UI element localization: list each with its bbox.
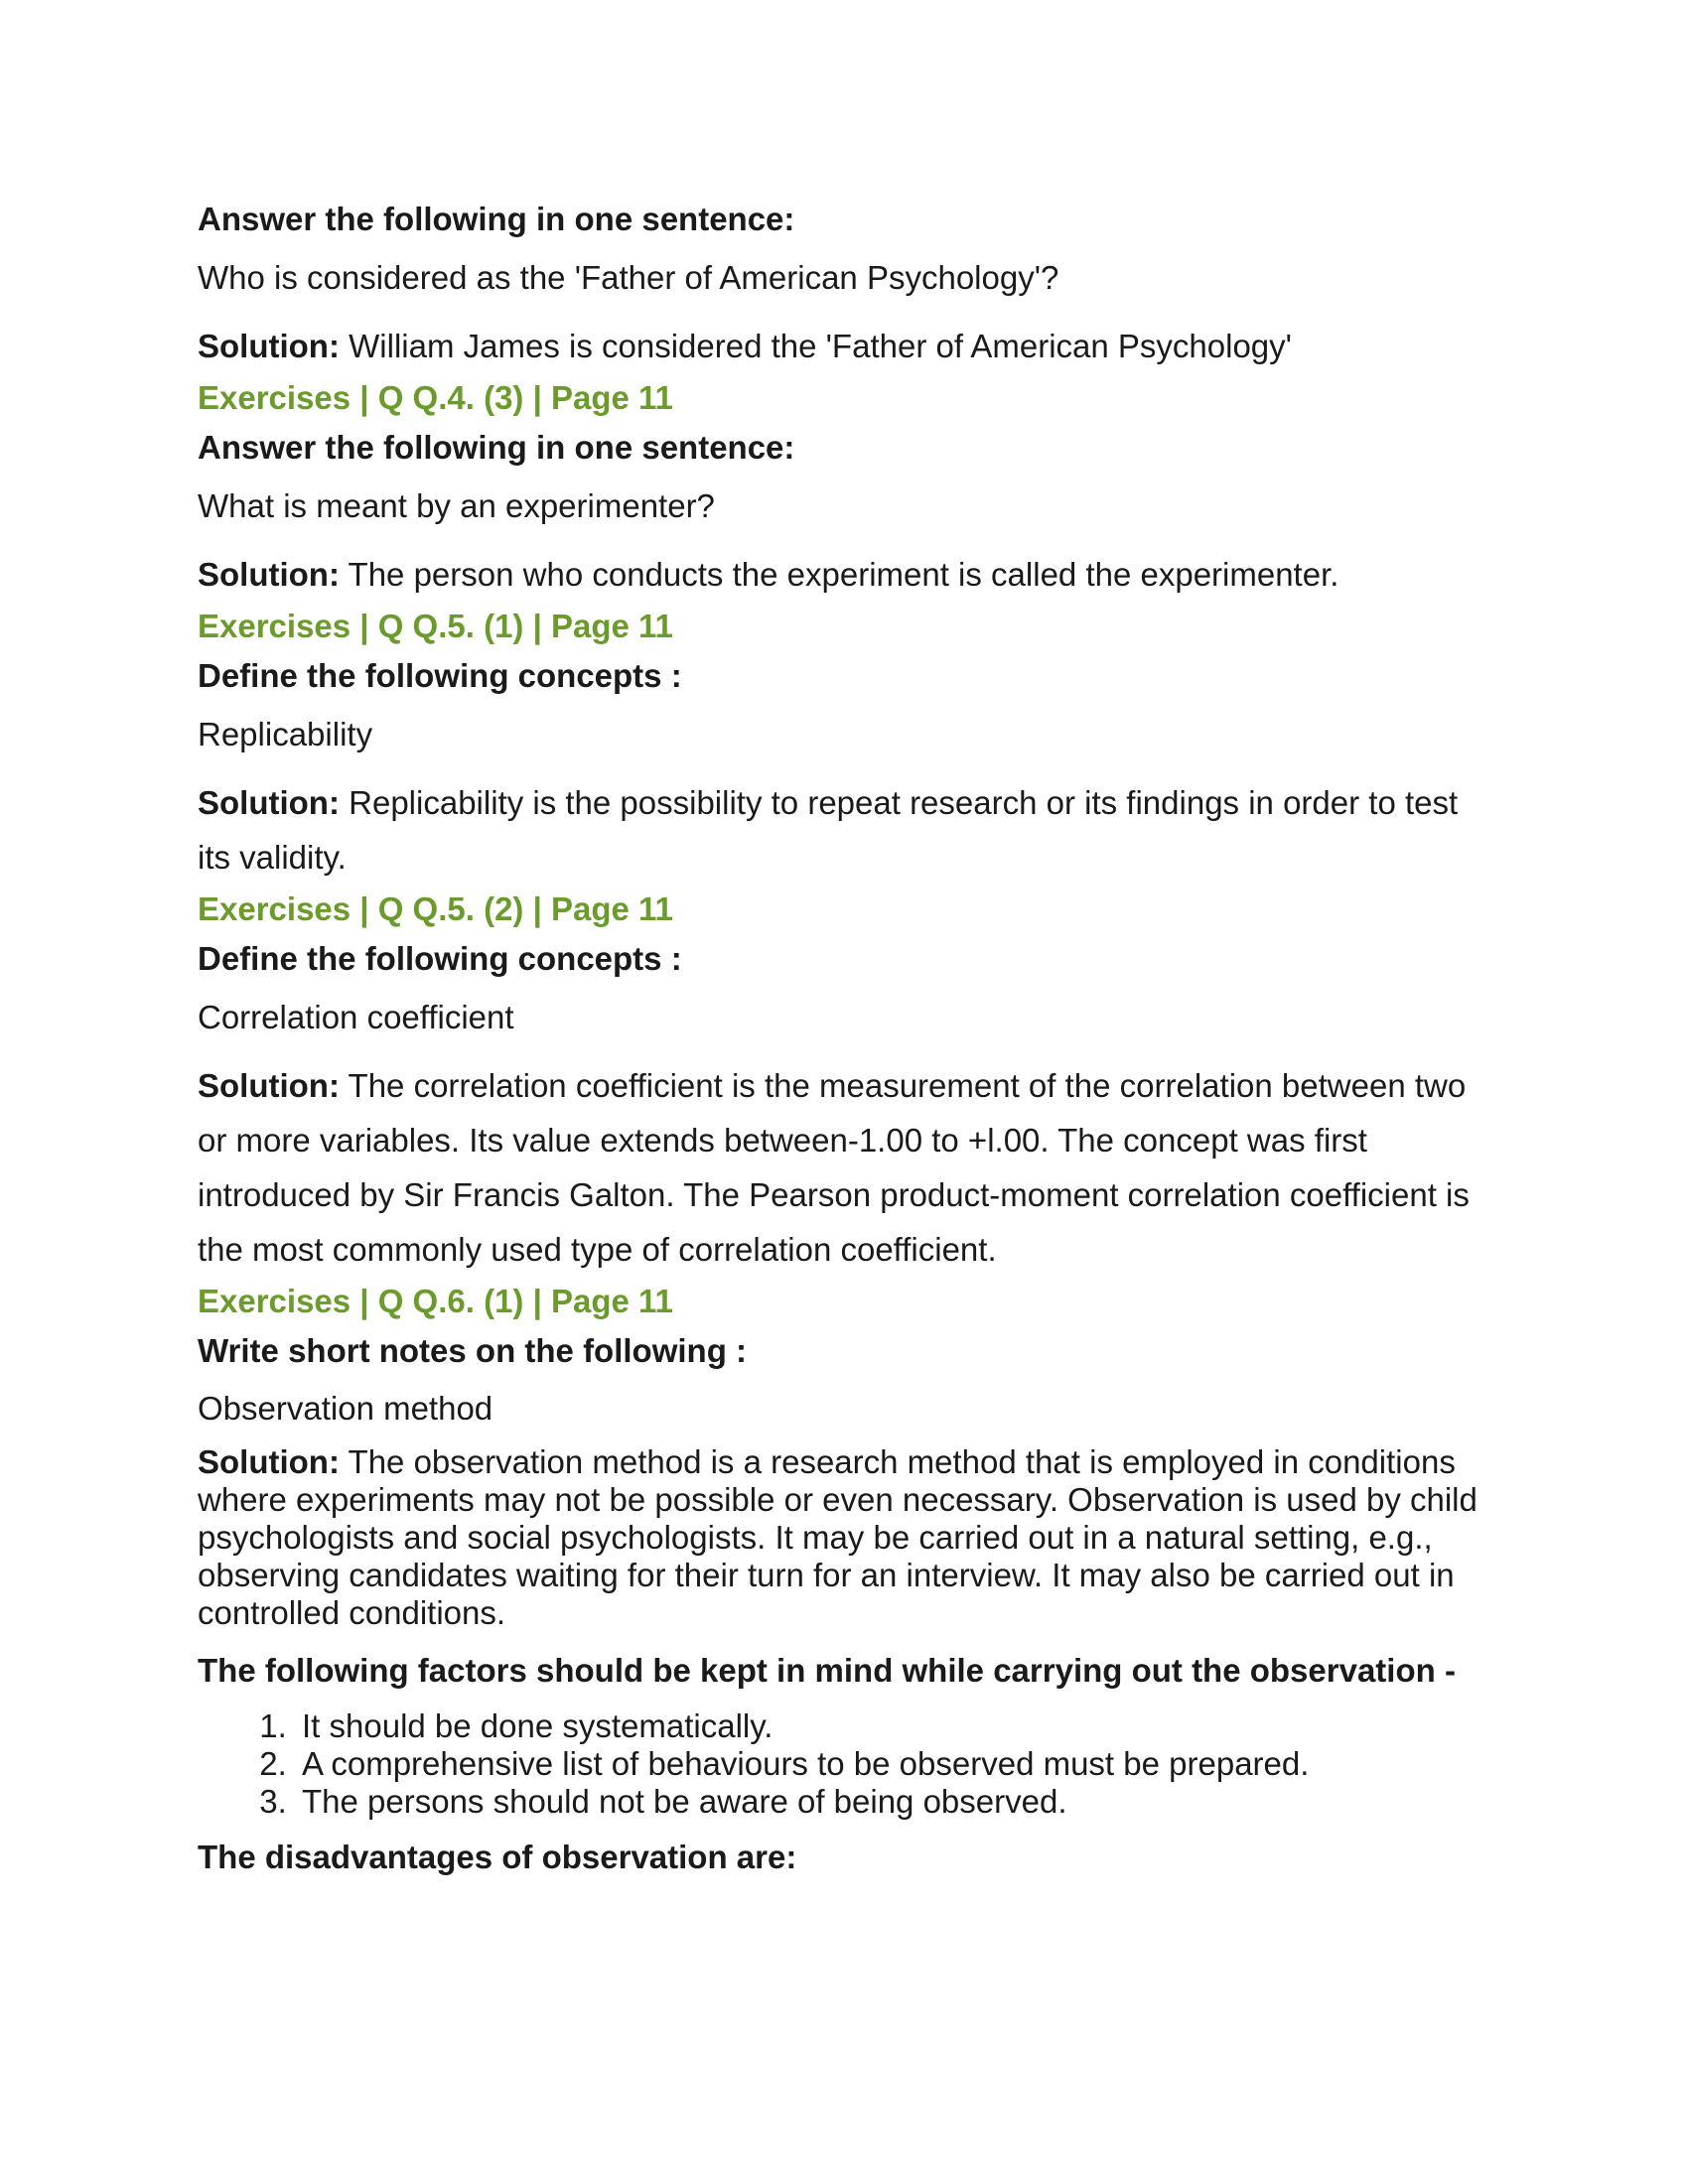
disadvantages-heading: The disadvantages of observation are: — [198, 1839, 797, 1875]
question-prompt: Answer the following in one sentence: — [198, 429, 795, 466]
solution-label: Solution: — [198, 784, 340, 821]
solution-label: Solution: — [198, 1443, 340, 1480]
question-prompt: Define the following concepts : — [198, 940, 682, 977]
question-prompt: Define the following concepts : — [198, 657, 682, 694]
solution-text: The observation method is a research method that is employed in conditions where experiments may not be possible or even necessary. Observation is used by child psychologists and social psychologists. It may be carried out in a natural setting, e.g., observing candidates waiting for their turn for an interview. It may also be carried out in controlled conditions. — [198, 1443, 1477, 1631]
solution-paragraph — [198, 547, 1498, 602]
list-item: 2. A comprehensive list of behaviours to be observed must be prepared. — [296, 1745, 1498, 1783]
list-item: 3. The persons should not be aware of being observed. — [296, 1783, 1498, 1821]
solution-paragraph — [198, 319, 1498, 373]
question-prompt: Write short notes on the following : — [198, 1332, 748, 1369]
solution-label: Solution: — [198, 328, 340, 364]
solution-label: Solution: — [198, 1067, 340, 1104]
question-text: Replicability — [198, 716, 373, 752]
question-text: Observation method — [198, 1390, 493, 1427]
solution-label: Solution: — [198, 556, 340, 593]
solution-paragraph — [198, 1058, 1498, 1277]
solution-paragraph — [198, 775, 1498, 885]
question-text: Who is considered as the 'Father of American Psychology'? — [198, 259, 1059, 296]
exercise-heading: Exercises | Q Q.6. (1) | Page 11 — [198, 1283, 673, 1319]
question-prompt: Answer the following in one sentence: — [198, 201, 795, 237]
exercise-heading: Exercises | Q Q.5. (2) | Page 11 — [198, 890, 673, 927]
list-item: 1. It should be done systematically. — [296, 1707, 1498, 1745]
question-text: Correlation coefficient — [198, 999, 514, 1035]
solution-text: Replicability is the possibility to repeat research or its findings in order to test its validity. — [198, 784, 1459, 876]
solution-text: The correlation coefficient is the measurement of the correlation between two or more variables. Its value extends between-1.00 to +l.00. The concept was first introduced by Sir Francis Galton. The Pearson product-moment correlation coefficient is the most commonly used type of correlation coefficient. — [198, 1067, 1470, 1268]
solution-text: William James is considered the 'Father of American Psychology' — [339, 328, 1292, 364]
exercise-heading: Exercises | Q Q.4. (3) | Page 11 — [198, 379, 673, 416]
solution-text: The person who conducts the experiment is called the experimenter. — [339, 556, 1339, 593]
solution-paragraph — [198, 1443, 1498, 1632]
document-content — [198, 195, 1498, 1882]
factors-list — [198, 1707, 1498, 1821]
factors-heading: The following factors should be kept in mind while carrying out the observation - — [198, 1652, 1456, 1689]
exercise-heading: Exercises | Q Q.5. (1) | Page 11 — [198, 608, 673, 644]
question-text: What is meant by an experimenter? — [198, 487, 715, 524]
